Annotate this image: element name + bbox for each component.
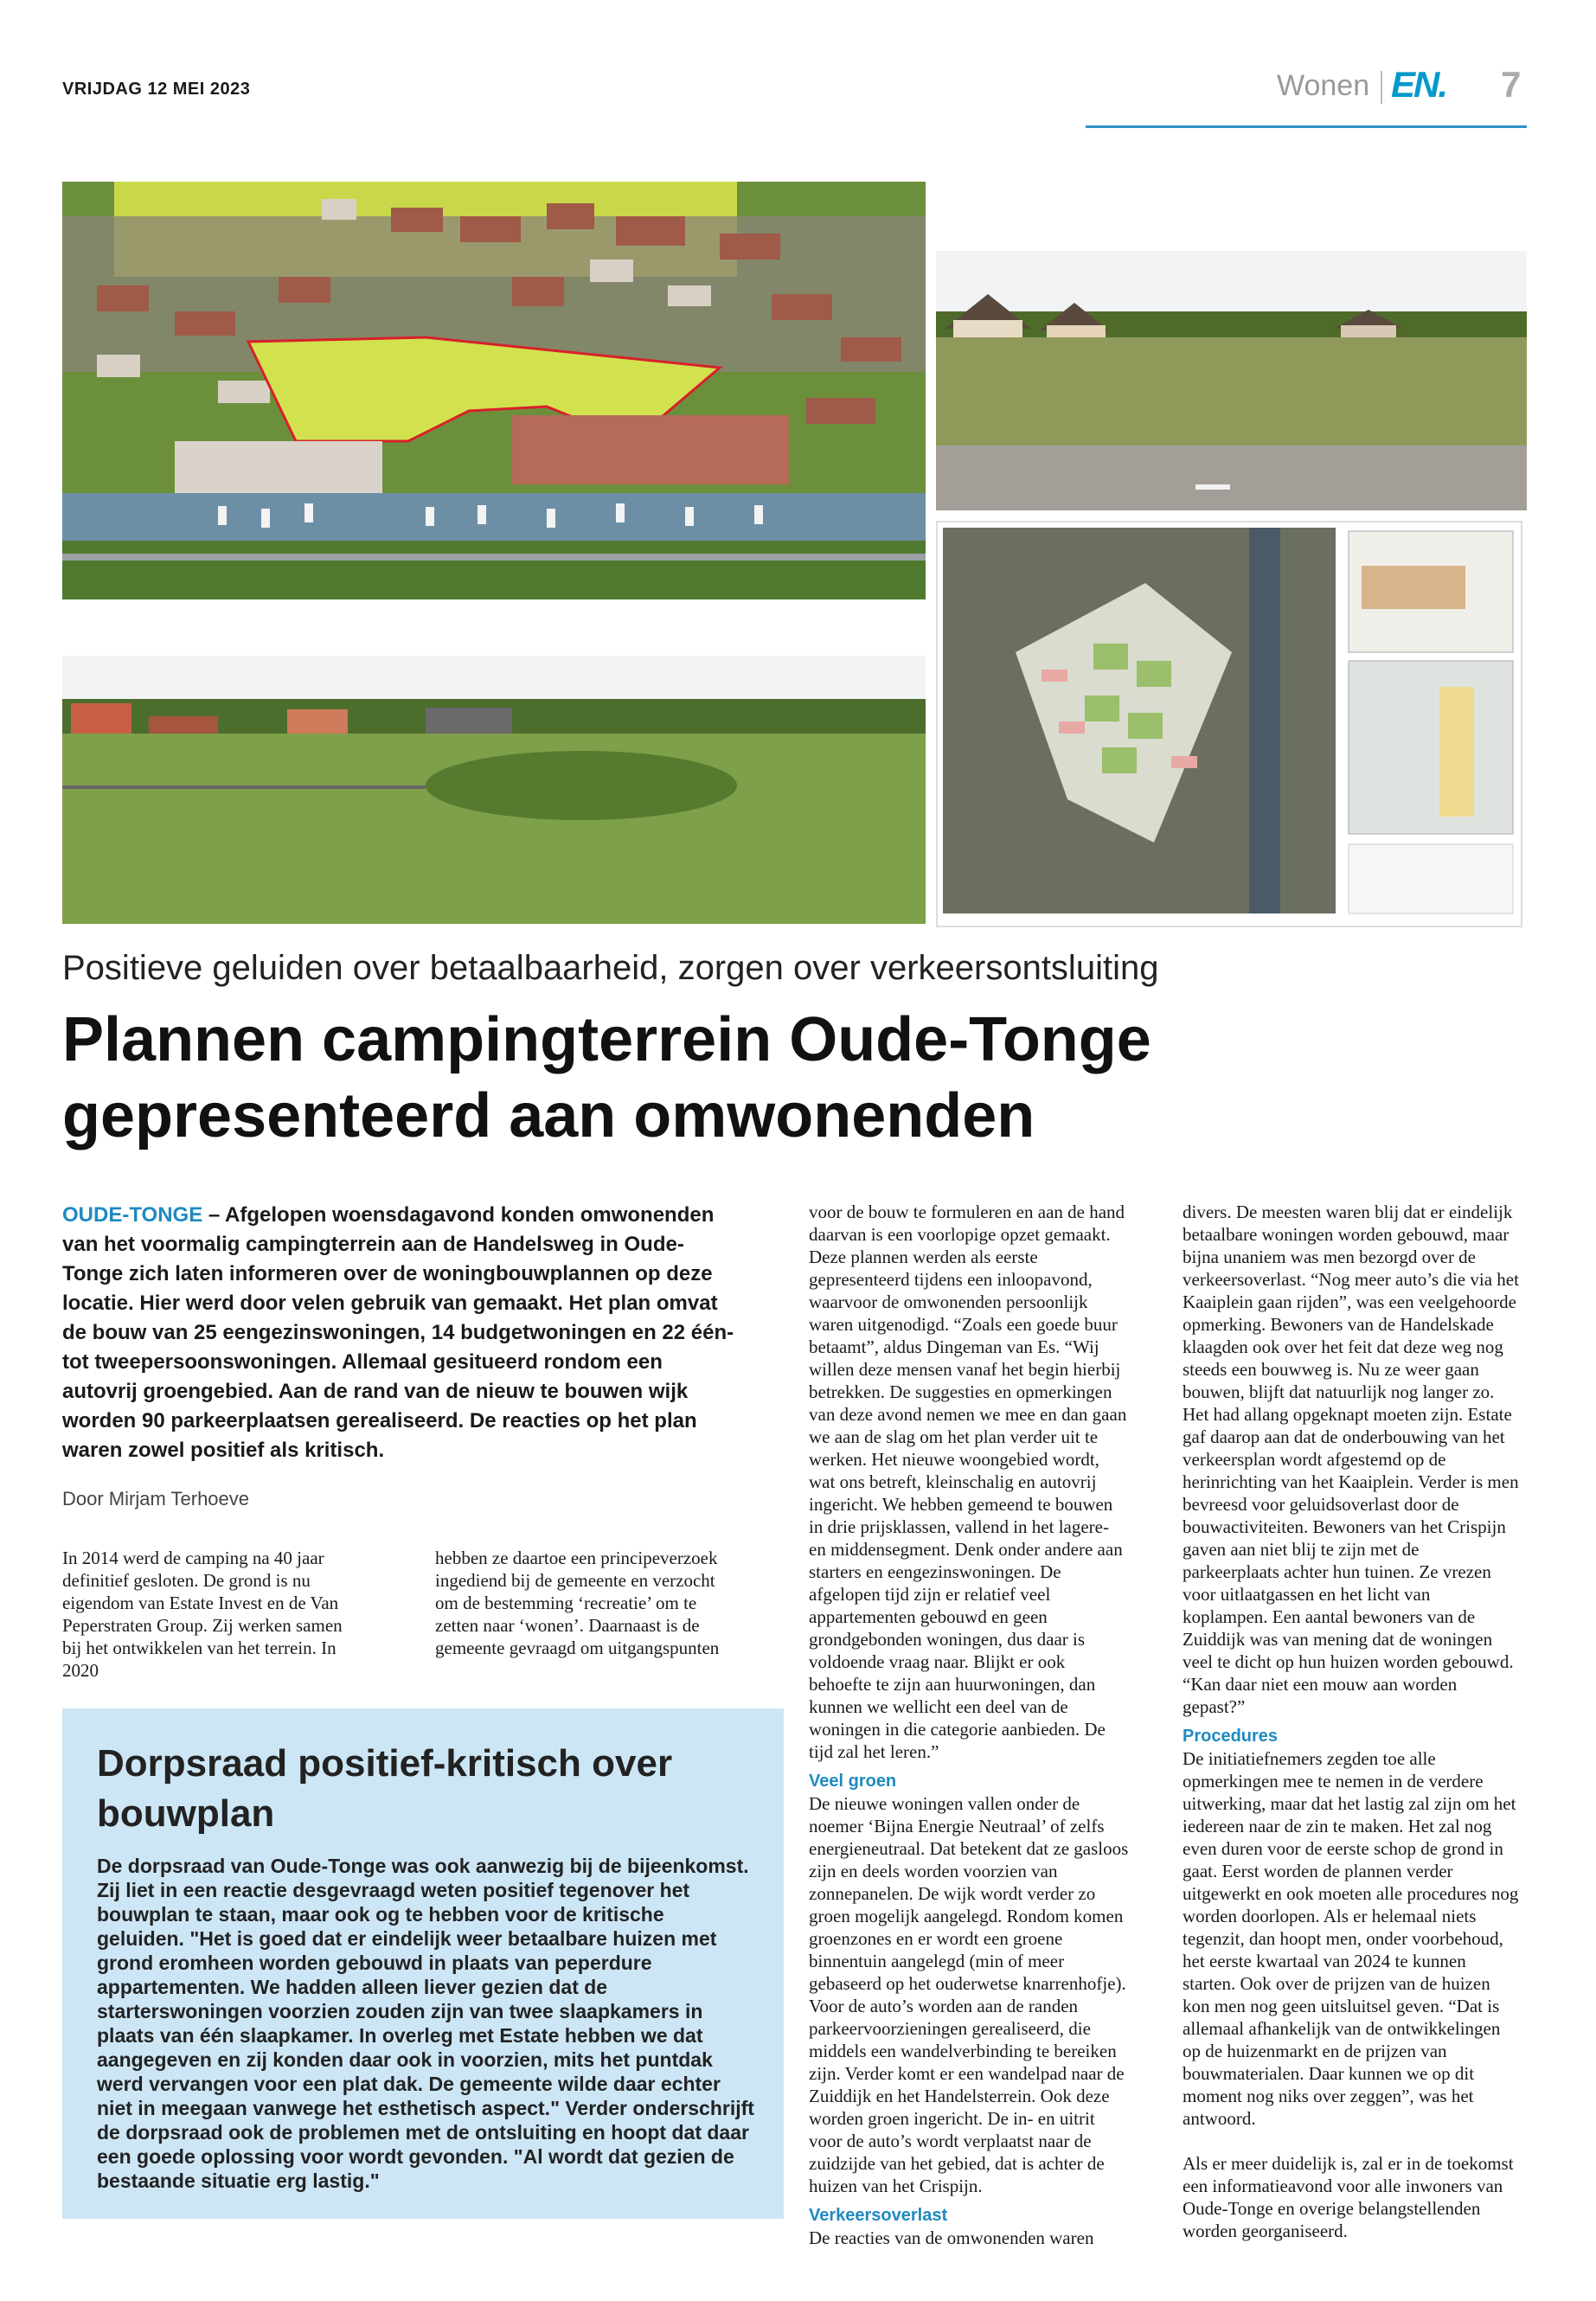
header-separator [1381, 71, 1382, 104]
body-column-1 [62, 1547, 365, 1682]
article-headline: Plannen campingterrein Oude-Tonge gepresenteerd aan omwonenden [62, 1005, 1151, 1150]
body-paragraph: De nieuwe woningen vallen onder de noemer ‘Bijna Energie Neutraal’ of zelfs energieneutraal. Dat betekent dat ze gasloos zijn en deels worden voorzien van zonnepanelen. De wijk wordt verder zo groen mogelijk aangelegd. Rondom komen groenzones en er wordt een groene binnentuin aangelegd (min of meer gebaseerd op het ouderwetse knarrenhofje). Voor de auto’s worden aan de randen parkeervoorzieningen gerealiseerd, die middels een wandelverbinding te bereiken zijn. Verder komt er een wandelpad naar de Zuiddijk en het Handelsterrein. Ook deze worden groen ingericht. De in- en uitrit voor de auto’s wordt verplaatst naar de zuidzijde van het gebied, dat is achter de huizen van het Crispijn. [809, 1793, 1129, 2196]
newspaper-logo: EN. [1391, 64, 1447, 105]
article-kicker: Positieve geluiden over betaalbaarheid, zorgen over verkeersontsluiting [62, 949, 1159, 987]
section-label: Wonen [1277, 69, 1370, 102]
body-paragraph: De initiatiefnemers zegden toe alle opmerkingen mee te nemen in de verdere uitwerking, maar dat het lastig zal zijn om het iedereen naar de zin te maken. Het zal nog even duren voor de eerste schop de grond in gaat. Eerst worden de plannen verder uitgewerkt en ook moeten alle procedures nog worden doorlopen. Als er helemaal niets tegenzit, dan hoopt men, onder voorbehoud, het eerste kwartaal van 2024 te kunnen starten. Ook over de prijzen van de huizen kon men nog geen uitsluitsel geven. “Dat is allemaal afhankelijk van de ontwikkelingen op de huizenmarkt en de prijzen van bouwmaterialen. Daar kunnen we op dit moment nog niks over zeggen”, was het antwoord. [1183, 1748, 1519, 2129]
site-plan-drawing [936, 521, 1522, 927]
lead-place-name: OUDE-TONGE [62, 1203, 203, 1227]
subheading-verkeersoverlast: Verkeersoverlast [809, 2206, 948, 2225]
body-column-2 [435, 1547, 740, 1659]
subheading-procedures: Procedures [1183, 1727, 1279, 1746]
body-paragraph: hebben ze daartoe een principeverzoek ingediend bij de gemeente en verzocht om de bestemming ‘recreatie’ om te zetten naar ‘wonen’. Daarnaast is de gemeente gevraagd om uitgangspunten [435, 1548, 720, 1658]
sidebar-box-text: De dorpsraad van Oude-Tonge was ook aanwezig bij de bijeenkomst. Zij liet in een reactie desgevraagd weten positief tegenover het bouwplan te staan, maar ook og te hebben voor de kritische geluiden. "Het is goed dat er eindelijk weer betaalbare huizen met grond eromheen worden gebouwd in plaats van peperdure appartementen. We hadden alleen liever gezien dat de starterswoningen voorzien zouden zijn van twee slaapkamers in plaats van één slaapkamer. In overleg met Estate hebben we dat aangegeven en zij konden daar ook in voorzien, mits het puntdak werd vervangen voor een plat dak. De gemeente wilde daar echter niet in meegaan vanwege het esthetisch aspect." Verder onderschrijft de dorpsraad ook de problemen met de ontsluiting en hoopt dat daar een goede oplossing voor wordt gevonden. "Al wordt dat gezien de bestaande situatie erg lastig." [97, 1855, 754, 2192]
subheading-veel-groen: Veel groen [809, 1772, 897, 1791]
body-paragraph: Als er meer duidelijk is, zal er in de toekomst een informatieavond voor alle inwoners van Oude-Tonge en overige belangstellenden worden georganiseerd. [1183, 2153, 1514, 2241]
lead-text: – Afgelopen woensdagavond konden omwonenden van het voormalig campingterrein aan de Handelsweg in Oude-Tonge zich laten informeren over de woningbouwplannen op deze locatie. Hier werd door velen gebruik van gemaakt. Het plan omvat de bouw van 25 eengezinswoningen, 14 budgetwoningen en 22 één-tot tweepersoonswoningen. Allemaal gesitueerd rondom een autovrij groengebied. Aan de rand van de nieuw te bouwen wijk worden 90 parkeerplaatsen gerealiseerd. De reacties op het plan waren zowel positief als kritisch. [62, 1203, 734, 1462]
article-lead [62, 1201, 737, 1465]
field-photo-houses [936, 251, 1527, 510]
page-number: 7 [1501, 64, 1522, 105]
body-paragraph: De reacties van de omwonenden waren [809, 2227, 1094, 2248]
body-column-4 [1183, 1201, 1520, 2242]
field-photo-overgrown [62, 656, 926, 924]
header-rule [1086, 125, 1527, 128]
article-byline: Door Mirjam Terhoeve [62, 1488, 250, 1509]
issue-date: VRIJDAG 12 MEI 2023 [62, 80, 251, 99]
body-paragraph: voor de bouw te formuleren en aan de hand daarvan is een voorlopige opzet gemaakt. Deze plannen werden als eerste gepresenteerd tijdens een inloopavond, waarvoor de omwonenden persoonlijk waren uitgenodigd. “Zoals een goede buur betaamt”, aldus Dingeman van Es. “Wij willen deze mensen vanaf het begin hierbij betrekken. De suggesties en opmerkingen van deze avond nemen we mee en dan gaan we aan de slag om het plan verder uit te werken. Het nieuwe woongebied wordt, wat ons betreft, kleinschalig en autovrij ingericht. We hebben gemeend te bouwen in drie prijsklassen, vallend in het lagere- en middensegment. Denk onder andere aan starters en eengezinswoningen. De afgelopen tijd zijn er relatief veel appartementen gebouwd en geen grondgebonden woningen, dus daar is voldoende vraag naar. Blijkt er ook behoefte te zijn aan huurwoningen, dan kunnen we wellicht een deel van de woningen in die categorie aanbieden. De tijd zal het leren.” [809, 1202, 1127, 1762]
body-column-3 [809, 1201, 1129, 2249]
body-paragraph: In 2014 werd de camping na 40 jaar definitief gesloten. De grond is nu eigendom van Estate Invest en de Van Peperstraten Group. Zij werken samen bij het ontwikkelen van het terrein. In 2020 [62, 1548, 343, 1681]
sidebar-box-title: Dorpsraad positief-kritisch over bouwplan [97, 1742, 673, 1835]
body-paragraph: divers. De meesten waren blij dat er eindelijk betaalbare woningen worden gebouwd, maar bijna unaniem was men bezorgd over de verkeersoverlast. “Nog meer auto’s die via het Kaaiplein gaan rijden”, was een veelgehoorde opmerking. Bewoners van de Handelskade klaagden ook over het feit dat deze weg nog steeds een bouwweg is. Nu ze weer gaan bouwen, blijft dat natuurlijk nog langer zo. Het had allang opgeknapt moeten zijn. Estate gaf daarop aan dat de onderbouwing van het verkeersplan wordt afgestemd op de herinrichting van het Kaaiplein. Verder is men bevreesd voor geluidsoverlast door de bouwactiviteiten. Bewoners van het Crispijn gaven aan niet blij te zijn met de parkeerplaats achter hun tuinen. Ze vrezen voor uitlaatgassen en het licht van koplampen. Een aantal bewoners van de Zuiddijk was van mening dat de woningen veel te dicht op hun huizen worden gebouwd. “Kan daar niet een mouw aan worden gepast?” [1183, 1202, 1519, 1717]
aerial-photo [62, 182, 926, 599]
